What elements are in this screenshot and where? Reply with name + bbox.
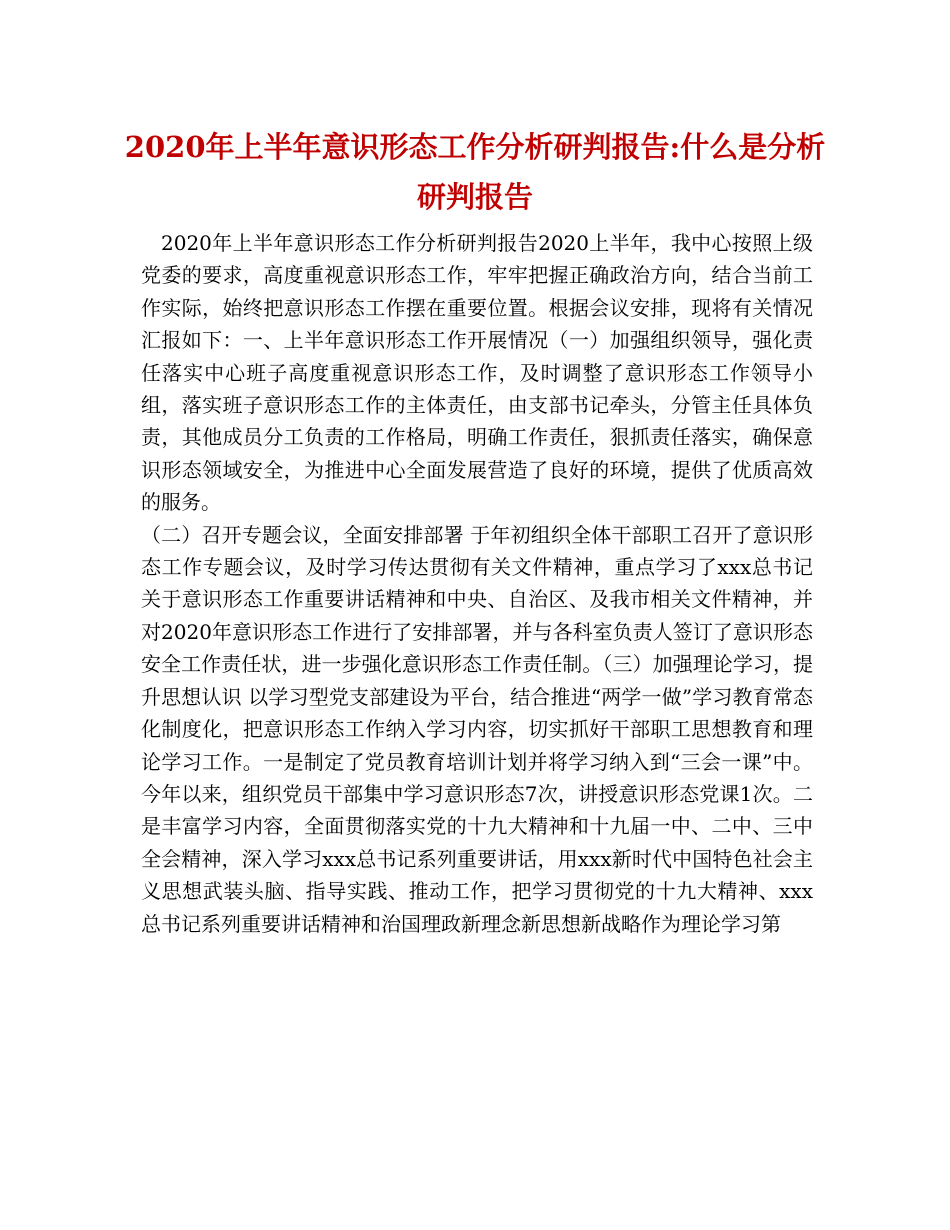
document-body (141, 227, 813, 940)
paragraph-2: （二）召开专题会议，全面安排部署 于年初组织全体干部职工召开了意识形态工作专题会议，及时学习传达贯彻有关文件精神，重点学习了xxx总书记关于意识形态工作重要讲话精神和中央、自治区、及我市相关文件精神，并对2020年意识形态工作进行了安排部署，并与各科室负责人签订了意识形态安全工作责任状，进一步强化意识形态工作责任制。（三）加强理论学习，提升思想认识 以学习型党支部建设为平台，结合推进“两学一做”学习教育常态化制度化，把意识形态工作纳入学习内容，切实抓好干部职工思想教育和理论学习工作。一是制定了党员教育培训计划并将学习纳入到“三会一课”中。今年以来，组织党员干部集中学习意识形态7次，讲授意识形态党课1次。二是丰富学习内容，全面贯彻落实党的十九大精神和十九届一中、二中、三中全会精神，深入学习xxx总书记系列重要讲话，用xxx新时代中国特色社会主义思想武装头脑、指导实践、推动工作，把学习贯彻党的十九大精神、xxx总书记系列重要讲话精神和治国理政新理念新思想新战略作为理论学习第 (141, 522, 813, 936)
document-title: 2020年上半年意识形态工作分析研判报告:什么是分析研判报告 (124, 130, 826, 214)
paragraph-1: 2020年上半年意识形态工作分析研判报告2020上半年，我中心按照上级党委的要求，高度重视意识形态工作，牢牢把握正确政治方向，结合当前工作实际，始终把意识形态工作摆在重要位置。根据会议安排，现将有关情况汇报如下：一、上半年意识形态工作开展情况（一）加强组织领导，强化责任落实中心班子高度重视意识形态工作，及时调整了意识形态工作领导小组，落实班子意识形态工作的主体责任，由支部书记牵头，分管主任具体负责，其他成员分工负责的工作格局，明确工作责任，狠抓责任落实，确保意识形态领域安全，为推进中心全面发展营造了良好的环境，提供了优质高效的服务。 (141, 231, 813, 515)
